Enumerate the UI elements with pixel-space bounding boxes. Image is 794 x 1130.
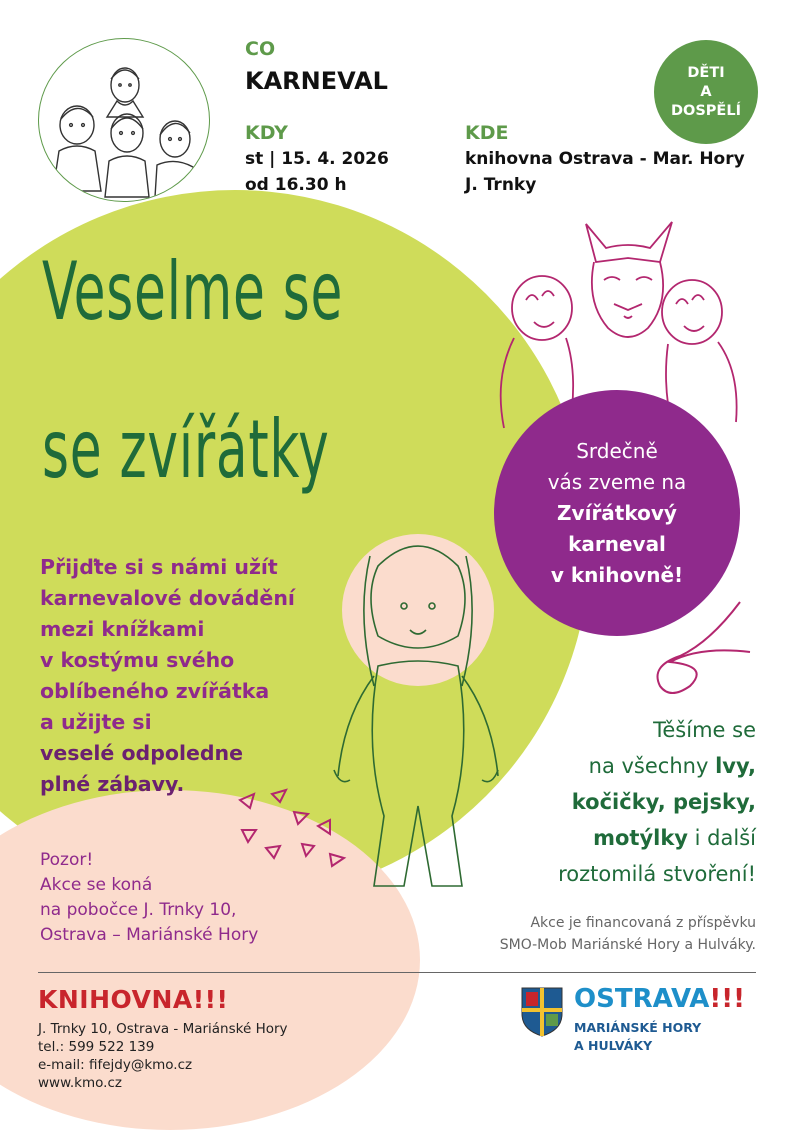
city-logo-text	[574, 984, 745, 1014]
intro-line: Přijďte si s námi užít	[40, 555, 278, 579]
welcome-line	[558, 784, 756, 820]
ribbon-swirl-decoration	[630, 594, 760, 704]
library-contact	[38, 1020, 288, 1092]
welcome-bold: lvy,	[715, 754, 756, 778]
warning-line: Akce se koná	[40, 875, 153, 895]
welcome-line	[558, 820, 756, 856]
district-line: MARIÁNSKÉ HORY	[574, 1020, 702, 1035]
library-email[interactable]: e-mail: fifejdy@kmo.cz	[38, 1057, 193, 1073]
district-coat-of-arms-icon	[520, 986, 564, 1038]
badge-line: A	[700, 83, 712, 100]
district-name	[574, 1019, 701, 1055]
intro-line: v kostýmu svého	[40, 648, 235, 672]
invite-line-bold: karneval	[568, 531, 666, 556]
when-label: KDY	[245, 122, 288, 144]
city-name: OSTRAVA	[574, 984, 710, 1014]
welcome-text: i další	[688, 826, 756, 850]
where-label: KDE	[465, 122, 509, 144]
headline-line-1: Veselme se	[42, 245, 344, 338]
event-place: knihovna Ostrava - Mar. Hory	[465, 149, 745, 169]
footer-divider	[38, 972, 756, 973]
event-time: od 16.30 h	[245, 175, 347, 195]
warning-line: Ostrava – Mariánské Hory	[40, 925, 259, 945]
audience-badge	[654, 40, 758, 144]
library-phone: tel.: 599 522 139	[38, 1039, 155, 1055]
intro-paragraph	[40, 552, 350, 800]
welcome-line	[558, 748, 756, 784]
city-exclaim: !!!	[709, 984, 745, 1014]
intro-line: a užijte si	[40, 710, 152, 734]
district-line: A HULVÁKY	[574, 1038, 653, 1053]
invite-line-bold: v knihovně!	[550, 562, 684, 587]
intro-line: oblíbeného zvířátka	[40, 679, 270, 703]
event-title: KARNEVAL	[245, 67, 388, 95]
welcome-paragraph	[558, 712, 756, 892]
invite-line: Srdečně	[576, 438, 658, 463]
library-logo-text: KNIHOVNA!!!	[38, 985, 229, 1014]
library-address: J. Trnky 10, Ostrava - Mariánské Hory	[38, 1021, 288, 1037]
intro-line: mezi knížkami	[40, 617, 205, 641]
intro-line-emphasis: plné zábavy.	[40, 772, 185, 796]
welcome-bold: motýlky	[593, 826, 688, 850]
intro-line-emphasis: veselé odpoledne	[40, 741, 244, 765]
financing-note	[500, 912, 756, 956]
headline-line-2: se zvířátky	[42, 403, 330, 496]
welcome-bold: kočičky, pejsky,	[571, 790, 756, 814]
invite-line-bold: Zvířátkový	[557, 500, 677, 525]
welcome-line: roztomilá stvoření!	[558, 862, 756, 886]
finance-line: SMO-Mob Mariánské Hory a Hulváky.	[499, 937, 756, 953]
warning-line: Pozor!	[40, 850, 94, 870]
children-portrait-illustration	[38, 38, 210, 202]
welcome-line: Těšíme se	[653, 718, 756, 742]
invite-line: vás zveme na	[547, 469, 687, 494]
what-label: CO	[245, 38, 276, 60]
badge-line: DĚTI	[687, 64, 725, 81]
event-place-branch: J. Trnky	[465, 175, 537, 195]
library-website[interactable]: www.kmo.cz	[38, 1075, 122, 1091]
warning-line: na pobočce J. Trnky 10,	[40, 900, 237, 920]
welcome-text: na všechny	[588, 754, 716, 778]
venue-warning	[40, 848, 258, 948]
finance-line: Akce je financovaná z příspěvku	[530, 915, 756, 931]
badge-line: DOSPĚLÍ	[671, 102, 741, 119]
intro-line: karnevalové dovádění	[40, 586, 295, 610]
event-date: st | 15. 4. 2026	[245, 149, 389, 169]
